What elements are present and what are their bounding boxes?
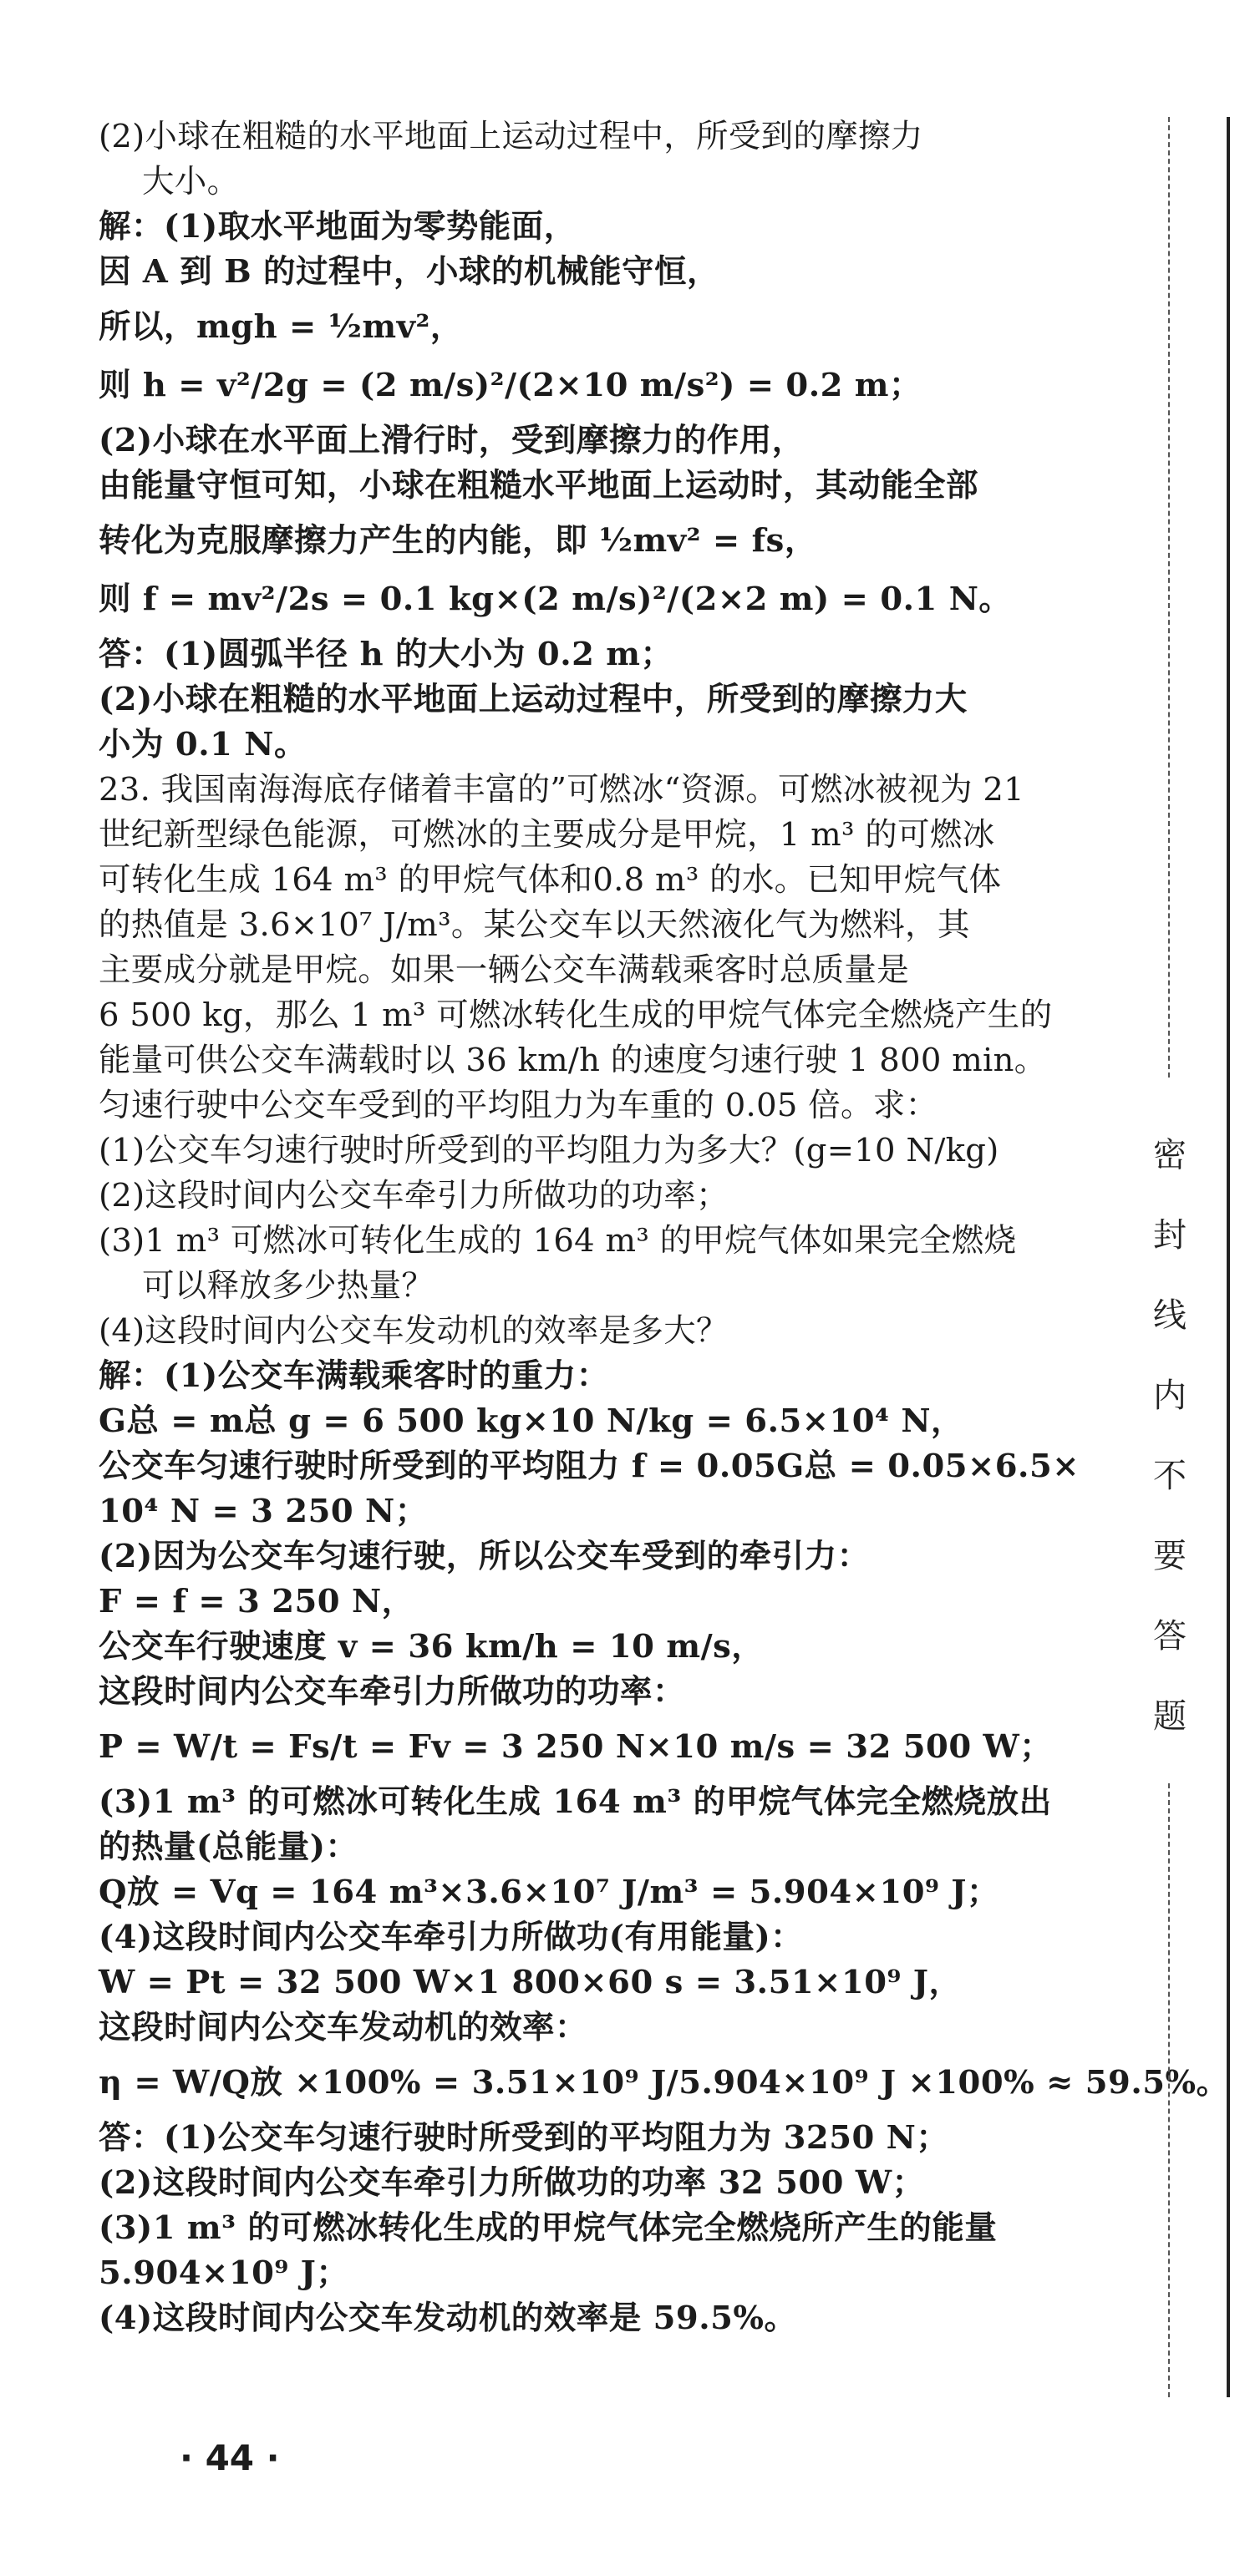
text-line: 答：(1)圆弧半径 h 的大小为 0.2 m； — [99, 636, 673, 673]
text-line: G总 = m总 g = 6 500 kg×10 N/kg = 6.5×10⁴ N， — [99, 1402, 964, 1440]
text-line: (2)小球在粗糙的水平地面上运动过程中，所受到的摩擦力 — [99, 118, 923, 155]
seal-character: 不 — [1153, 1457, 1187, 1495]
text-line: 匀速行驶中公交车受到的平均阻力为车重的 0.05 倍。求： — [99, 1087, 938, 1124]
text-line: 大小。 — [142, 163, 240, 200]
text-line: 答：(1)公交车匀速行驶时所受到的平均阻力为 3250 N； — [99, 2119, 949, 2157]
solution-text-column — [99, 117, 1229, 2344]
text-line: 这段时间内公交车牵引力所做功的功率： — [99, 1673, 686, 1711]
seal-character: 题 — [1153, 1697, 1187, 1736]
solid-border-line — [1227, 117, 1230, 2397]
text-line: 10⁴ N = 3 250 N； — [99, 1493, 428, 1530]
text-line: (4)这段时间内公交车发动机的效率是多大？ — [99, 1312, 729, 1350]
text-line: 则 h = v²/2g = (2 m/s)²/(2×10 m/s²) = 0.2 m； — [99, 367, 922, 404]
seal-character: 密 — [1153, 1136, 1187, 1174]
text-line: (3)1 m³ 可燃冰可转化生成的 164 m³ 的甲烷气体如果完全燃烧 — [99, 1222, 1017, 1260]
seal-character: 内 — [1153, 1377, 1187, 1415]
text-line: (3)1 m³ 的可燃冰可转化生成 164 m³ 的甲烷气体完全燃烧放出 — [99, 1783, 1052, 1821]
text-line: 的热量(总能量)： — [99, 1828, 358, 1866]
text-line: (2)这段时间内公交车牵引力所做功的功率 32 500 W； — [99, 2164, 925, 2202]
page-number: · 44 · — [180, 2437, 280, 2478]
text-line: 这段时间内公交车发动机的效率： — [99, 2009, 588, 2046]
text-line: 由能量守恒可知，小球在粗糙水平地面上运动时，其动能全部 — [99, 467, 979, 505]
text-line: (2)因为公交车匀速行驶，所以公交车受到的牵引力： — [99, 1538, 870, 1575]
text-line: 可以释放多少热量？ — [142, 1267, 434, 1305]
text-line: 可转化生成 164 m³ 的甲烷气体和0.8 m³ 的水。已知甲烷气体 — [99, 861, 1002, 899]
text-line: (3)1 m³ 的可燃冰转化生成的甲烷气体完全燃烧所产生的能量 — [99, 2209, 998, 2247]
dashed-binding-line-upper — [1168, 117, 1170, 1078]
dashed-binding-line-lower — [1168, 1783, 1170, 2397]
text-line: (4)这段时间内公交车发动机的效率是 59.5%。 — [99, 2300, 797, 2337]
text-line: 所以，mgh = ½mv²， — [99, 308, 463, 346]
text-line: (2)这段时间内公交车牵引力所做功的功率； — [99, 1177, 729, 1214]
text-line: 主要成分就是甲烷。如果一辆公交车满载乘客时总质量是 — [99, 951, 910, 989]
text-line: 6 500 kg，那么 1 m³ 可燃冰转化生成的甲烷气体完全燃烧产生的 — [99, 996, 1053, 1034]
text-line: (4)这段时间内公交车牵引力所做功(有用能量)： — [99, 1919, 804, 1956]
text-line: 则 f = mv²/2s = 0.1 kg×(2 m/s)²/(2×2 m) = 0.1 N。 — [99, 581, 1012, 618]
binding-margin — [1101, 117, 1235, 2397]
text-line: Q放 = Vq = 164 m³×3.6×10⁷ J/m³ = 5.904×10⁹ J； — [99, 1874, 999, 1911]
text-line: 的热值是 3.6×10⁷ J/m³。某公交车以天然液化气为燃料，其 — [99, 906, 970, 944]
seal-character: 要 — [1153, 1537, 1187, 1575]
text-line: (2)小球在粗糙的水平地面上运动过程中，所受到的摩擦力大 — [99, 681, 968, 718]
seal-character: 答 — [1153, 1617, 1187, 1656]
seal-line-notice — [1150, 1115, 1190, 1757]
text-line: F = f = 3 250 N， — [99, 1583, 414, 1620]
text-line: η = W/Q放 ×100% = 3.51×10⁹ J/5.904×10⁹ J ×100% ≈ 59.5%。 — [99, 2064, 1229, 2102]
text-line: 解：(1)公交车满载乘客时的重力： — [99, 1357, 609, 1395]
text-line: 公交车匀速行驶时所受到的平均阻力 f = 0.05G总 = 0.05×6.5× — [99, 1448, 1080, 1485]
text-line: 转化为克服摩擦力产生的内能，即 ½mv² = fs， — [99, 522, 817, 560]
text-line: 能量可供公交车满载时以 36 km/h 的速度匀速行驶 1 800 min。 — [99, 1042, 1047, 1079]
text-line: 23. 我国南海海底存储着丰富的”可燃冰“资源。可燃冰被视为 21 — [99, 771, 1024, 809]
text-line: 小为 0.1 N。 — [99, 726, 307, 763]
text-line: 因 A 到 B 的过程中，小球的机械能守恒， — [99, 253, 720, 291]
text-line: (2)小球在水平面上滑行时，受到摩擦力的作用， — [99, 422, 805, 459]
text-line: 公交车行驶速度 v = 36 km/h = 10 m/s， — [99, 1628, 765, 1666]
text-line: (1)公交车匀速行驶时所受到的平均阻力为多大？(g=10 N/kg) — [99, 1132, 999, 1169]
seal-character: 线 — [1153, 1296, 1187, 1335]
text-line: W = Pt = 32 500 W×1 800×60 s = 3.51×10⁹ J， — [99, 1964, 962, 2001]
text-line: P = W/t = Fs/t = Fv = 3 250 N×10 m/s = 32 500 W； — [99, 1728, 1053, 1766]
seal-character: 封 — [1153, 1216, 1187, 1255]
text-line: 5.904×10⁹ J； — [99, 2254, 349, 2292]
text-line: 解：(1)取水平地面为零势能面， — [99, 208, 577, 246]
text-line: 世纪新型绿色能源，可燃冰的主要成分是甲烷，1 m³ 的可燃冰 — [99, 816, 995, 854]
